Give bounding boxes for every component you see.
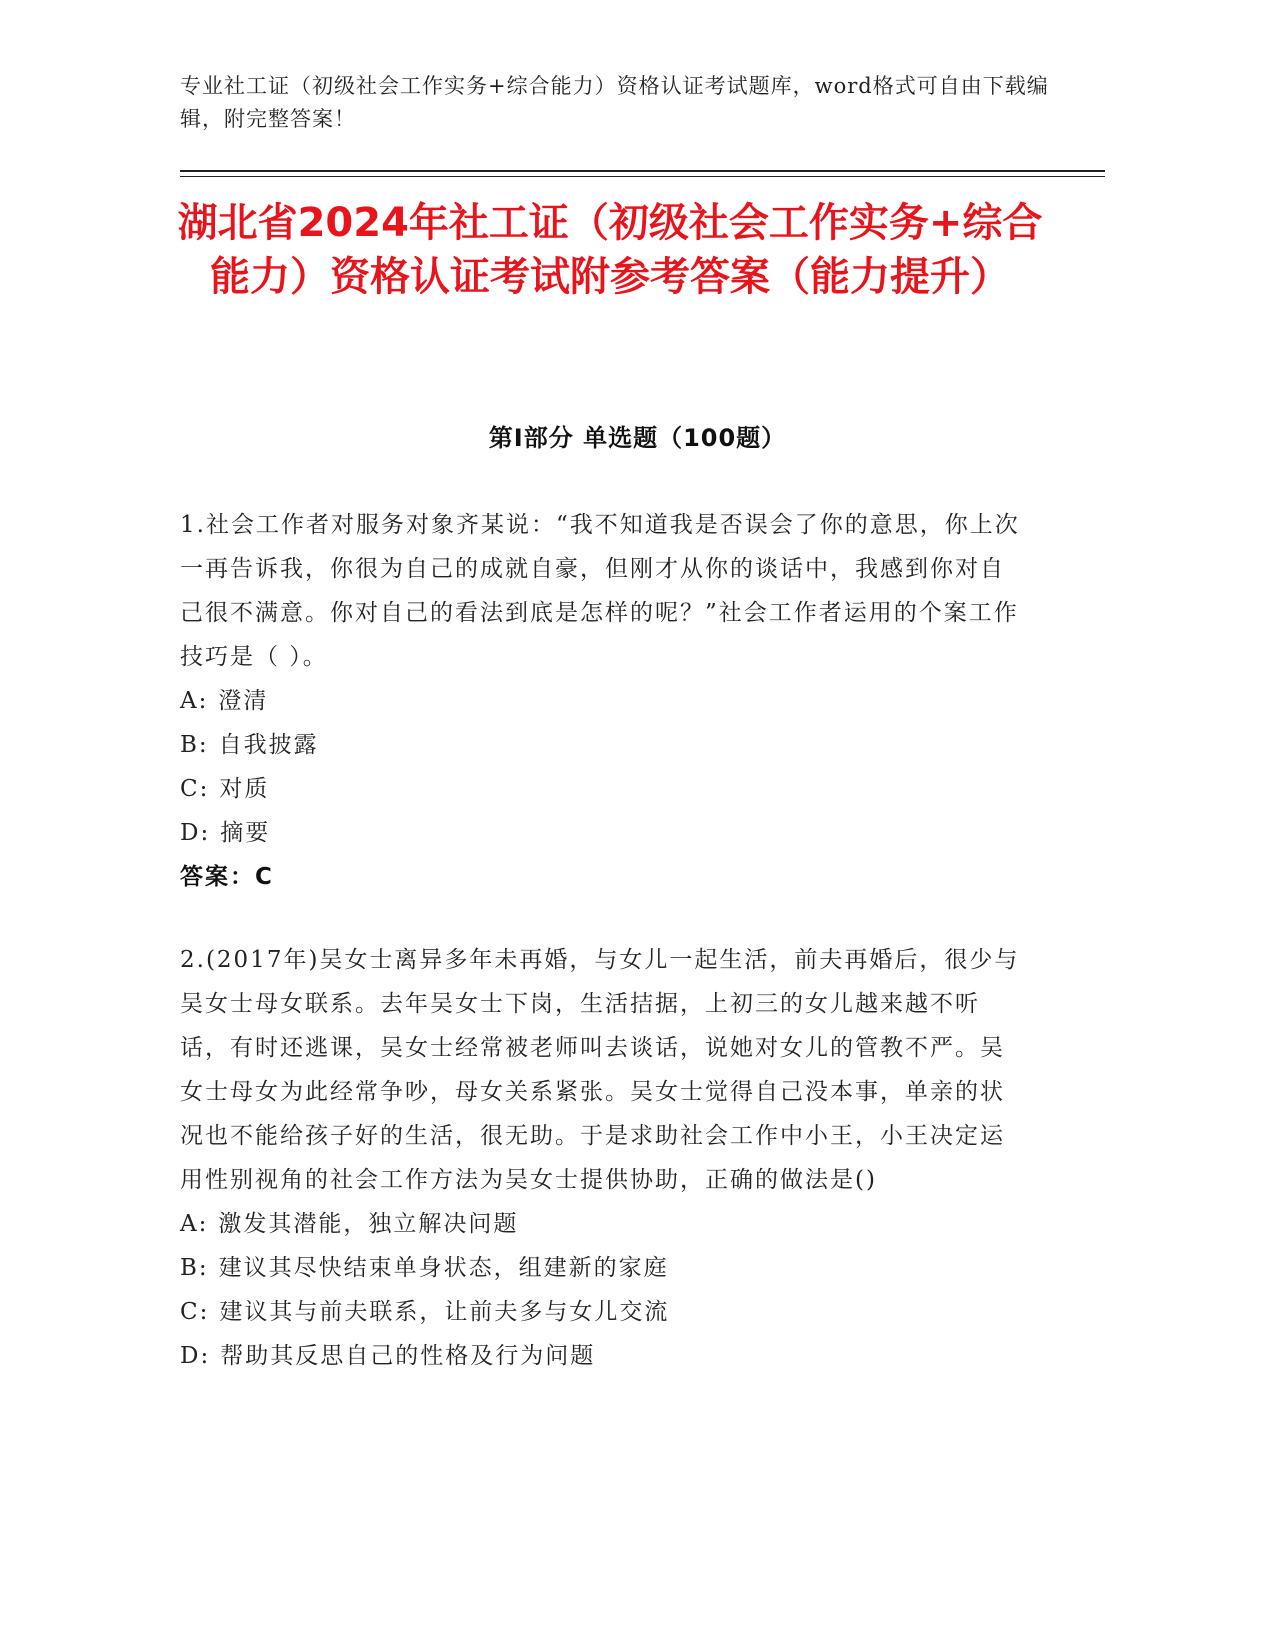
option-text: 激发其潜能，独立解决问题 (218, 1211, 519, 1237)
document-title: 湖北省2024年社工证（初级社会工作实务+综合能力）资格认证考试附参考答案（能力提升） (177, 200, 1043, 300)
option-b (180, 723, 1020, 767)
section-title: 第Ⅰ部分 单选题（100题） (488, 424, 787, 452)
option-c (180, 767, 1020, 811)
answer: 答案：C (180, 864, 274, 890)
option-text: 澄清 (218, 688, 269, 714)
option-text: 建议其尽快结束单身状态，组建新的家庭 (218, 1255, 669, 1281)
header-divider-thick (180, 170, 1105, 172)
option-a (180, 679, 1020, 723)
option-label: B: (180, 1255, 209, 1281)
option-b (180, 1246, 1020, 1290)
option-c (180, 1290, 1020, 1334)
option-label: B: (180, 732, 209, 758)
question-stem: 2.(2017年)吴女士离异多年未再婚，与女儿一起生活，前夫再婚后，很少与吴女士母女联系。去年吴女士下岗，生活拮据，上初三的女儿越来越不听话，有时还逃课，吴女士经常被老师叫去谈话，说她对女儿的管教不严。吴女士母女为此经常争吵，母女关系紧张。吴女士觉得自己没本事，单亲的状况也不能给孩子好的生活，很无助。于是求助社会工作中小王，小王决定运用性别视角的社会工作方法为吴女士提供协助，正确的做法是() (180, 947, 1020, 1193)
option-text: 自我披露 (218, 732, 319, 758)
option-label: C: (180, 1299, 210, 1325)
question-stem: 1.社会工作者对服务对象齐某说：“我不知道我是否误会了你的意思，你上次一再告诉我，你很为自己的成就自豪，但刚才从你的谈话中，我感到你对自己很不满意。你对自己的看法到底是怎样的呢？”社会工作者运用的个案工作技巧是（ ）。 (180, 512, 1020, 670)
header-note: 专业社工证（初级社会工作实务+综合能力）资格认证考试题库，word格式可自由下载编辑，附完整答案！ (180, 74, 1049, 131)
option-text: 帮助其反思自己的性格及行为问题 (220, 1343, 596, 1369)
option-text: 对质 (219, 776, 270, 802)
option-text: 建议其与前夫联系，让前夫多与女儿交流 (219, 1299, 670, 1325)
question-2 (180, 938, 1020, 1378)
option-d (180, 811, 1020, 855)
question-1 (180, 503, 1020, 899)
option-label: D: (180, 1343, 211, 1369)
option-label: D: (180, 820, 211, 846)
option-label: C: (180, 776, 210, 802)
header-divider-thin (180, 176, 1105, 177)
option-label: A: (180, 688, 209, 714)
option-label: A: (180, 1211, 209, 1237)
option-a (180, 1202, 1020, 1246)
option-d (180, 1334, 1020, 1378)
option-text: 摘要 (220, 820, 271, 846)
